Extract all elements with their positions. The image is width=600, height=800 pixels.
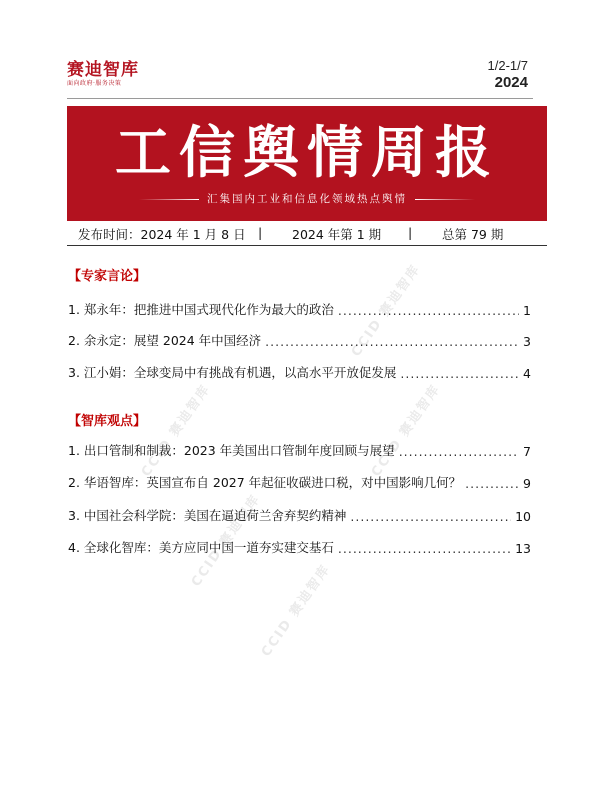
- toc-item-title: 1. 郑永年：把推进中国式现代化作为最大的政治: [68, 302, 334, 317]
- toc-item[interactable]: [68, 329, 531, 349]
- issue-number: 2024 年第 1 期: [292, 227, 382, 242]
- watermark: CCID 赛迪智库: [188, 491, 264, 590]
- toc-item[interactable]: [68, 536, 531, 556]
- logo-name: 赛迪智库: [67, 60, 139, 80]
- toc-item[interactable]: [68, 298, 531, 318]
- toc-item[interactable]: [68, 439, 531, 459]
- toc-item-title: 4. 全球化智库：美方应同中国一道夯实建交基石: [68, 540, 334, 555]
- watermark: CCID 赛迪智库: [138, 381, 214, 480]
- toc-item-page: 1: [523, 303, 531, 318]
- title-banner: [67, 106, 547, 221]
- info-divider: [67, 245, 547, 246]
- toc-item-title: 2. 华语智库：英国宣布自 2027 年起征收碳进口税，对中国影响几何？: [68, 475, 462, 490]
- watermark: CCID 赛迪智库: [368, 381, 444, 480]
- toc-item[interactable]: [68, 504, 531, 524]
- toc-item-page: 9: [523, 476, 531, 491]
- toc-item-page: 3: [523, 334, 531, 349]
- watermark: CCID 赛迪智库: [258, 561, 334, 660]
- logo-tagline: 面向政府·服务决策: [67, 80, 122, 87]
- toc-leader-dots: [338, 541, 511, 556]
- total-issue-number: 总第 79 期: [442, 227, 504, 242]
- ccid-logo: [67, 60, 139, 88]
- issue-year: 2024: [494, 74, 528, 91]
- toc-item[interactable]: [68, 361, 531, 381]
- toc-item-page: 13: [515, 541, 531, 556]
- section-heading-thinktank: 【智库观点】: [68, 414, 147, 429]
- toc-item-page: 7: [523, 444, 531, 459]
- toc-leader-dots: [399, 444, 519, 459]
- toc-leader-dots: [465, 476, 519, 491]
- toc-item-title: 1. 出口管制和制裁：2023 年美国出口管制年度回顾与展望: [68, 443, 395, 458]
- toc-leader-dots: [400, 366, 519, 381]
- watermark: CCID 赛迪智库: [348, 261, 424, 360]
- section-heading-expert: 【专家言论】: [68, 269, 147, 284]
- toc-item-page: 10: [515, 509, 531, 524]
- info-separator: |: [258, 225, 263, 240]
- report-subtitle: 汇集国内工业和信息化领域热点舆情: [207, 193, 407, 205]
- issue-date-range: 1/2-1/7: [487, 58, 528, 73]
- header-divider: [67, 98, 533, 99]
- toc-item-title: 3. 中国社会科学院：美国在逼迫荷兰舍弃契约精神: [68, 508, 347, 523]
- subtitle-line-right: [415, 199, 475, 200]
- toc-leader-dots: [350, 509, 511, 524]
- toc-item-title: 3. 江小娟：全球变局中有挑战有机遇，以高水平开放促发展: [68, 365, 397, 380]
- toc-leader-dots: [338, 303, 519, 318]
- toc-item[interactable]: [68, 471, 531, 491]
- toc-item-page: 4: [523, 366, 531, 381]
- toc-item-title: 2. 余永定：展望 2024 年中国经济: [68, 333, 262, 348]
- report-title: 工信舆情周报: [115, 120, 499, 186]
- publication-info: [78, 225, 538, 245]
- report-subtitle-row: [67, 191, 547, 206]
- publish-date: 发布时间：2024 年 1 月 8 日: [78, 227, 246, 242]
- subtitle-line-left: [139, 199, 199, 200]
- toc-leader-dots: [265, 334, 519, 349]
- info-separator: |: [408, 225, 413, 240]
